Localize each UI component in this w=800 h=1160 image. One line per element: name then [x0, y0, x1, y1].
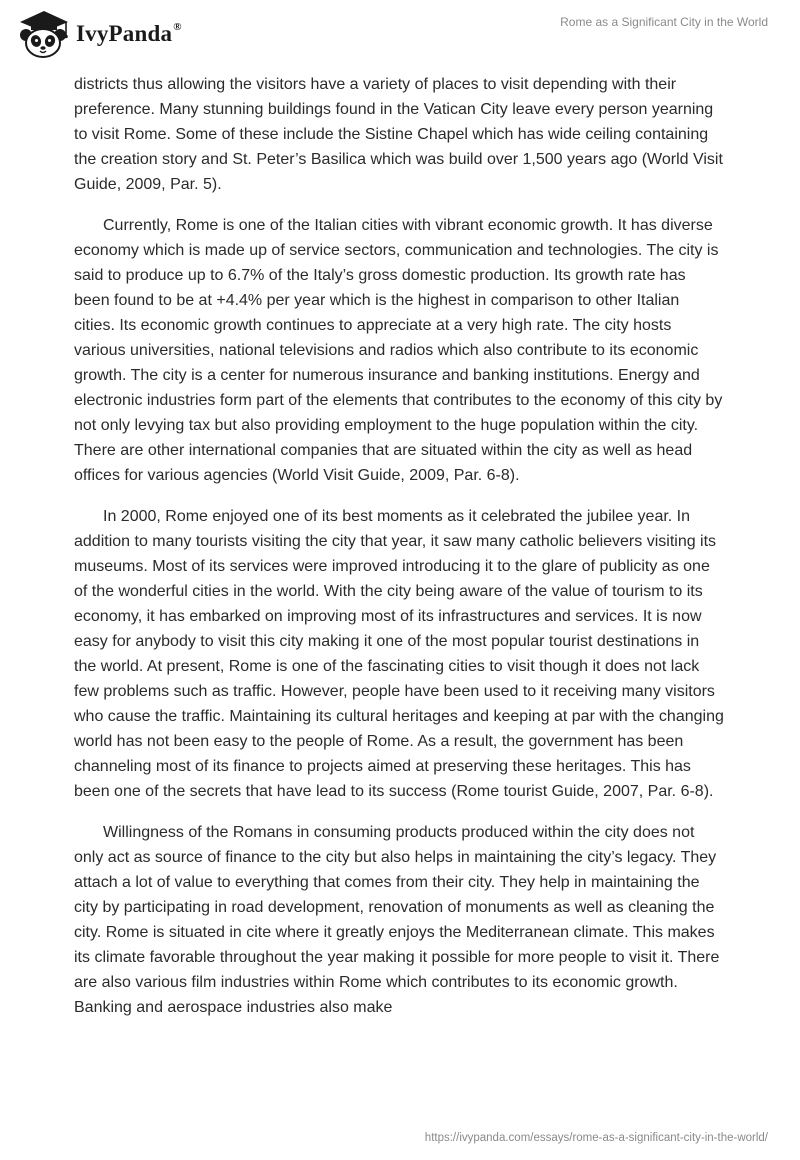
paragraph: Willingness of the Romans in consuming products produced within the city does not only act as source of finance to the city but also helps in maintaining the city’s legacy. They attach a lot of value to everything that comes from their city. They help in maintaining the city by participating in road development, renovation of monuments as well as cleaning the city. Rome is situated in cite where it greatly enjoys the Mediterranean climate. This makes its climate favorable throughout the year making it possible for more people to visit it. There are also various film industries within Rome which contributes to its economic growth. Banking and aerospace industries also make [74, 824, 720, 1016]
source-url-link[interactable]: https://ivypanda.com/essays/rome-as-a-significant-city-in-the-world/ [424, 1132, 768, 1144]
brand-logo[interactable] [14, 8, 182, 60]
brand-name: IvyPanda® [76, 21, 182, 46]
page-header [0, 0, 800, 66]
document-title: Rome as a Significant City in the World [560, 15, 768, 29]
paragraph-continued: districts thus allowing the visitors have a variety of places to visit depending with their preference. Many stunning buildings found in the Vatican City leave every person yearning to visit Rome. Some of these include the Sistine Chapel which has wide ceiling containing the creation story and St. Peter’s Basilica which was build over 1,500 years ago (World Visit Guide, 2009, Par. 5). [74, 76, 723, 193]
paragraph: In 2000, Rome enjoyed one of its best moments as it celebrated the jubilee year. In addition to many tourists visiting the city that year, it saw many catholic believers visiting its museums. Most of its services were improved introducing it to the glare of publicity as one of the wonderful cities in the world. With the city being aware of the value of tourism to its economy, it has embarked on improving most of its infrastructures and services. It is now easy for anybody to visit this city making it one of the most popular tourist destinations in the world. At present, Rome is one of the fascinating cities to visit though it does not lack few problems such as traffic. However, people have been used to it receiving many visitors who cause the traffic. Maintaining its cultural heritages and keeping at par with the changing world has not been easy to the people of Rome. As a result, the government has been channeling most of its finance to projects aimed at preserving these heritages. This has been one of the secrets that have lead to its success (Rome tourist Guide, 2007, Par. 6-8). [74, 508, 724, 800]
paragraph: Currently, Rome is one of the Italian cities with vibrant economic growth. It has diverse economy which is made up of service sectors, communication and technologies. The city is said to produce up to 6.7% of the Italy’s gross domestic production. Its growth rate has been found to be at +4.4% per year which is the highest in comparison to other Italian cities. Its economic growth continues to appreciate at a very high rate. The city hosts various universities, national televisions and radios which also contribute to its economic growth. The city is a center for numerous insurance and banking institutions. Energy and electronic industries form part of the elements that contributes to the economy of this city by not only levying tax but also providing employment to the huge population within the city. There are other international companies that are situated within the city as well as head offices for various agencies (World Visit Guide, 2009, Par. 6-8). [74, 217, 723, 484]
panda-graduate-icon [14, 8, 70, 60]
essay-body [74, 72, 724, 1036]
